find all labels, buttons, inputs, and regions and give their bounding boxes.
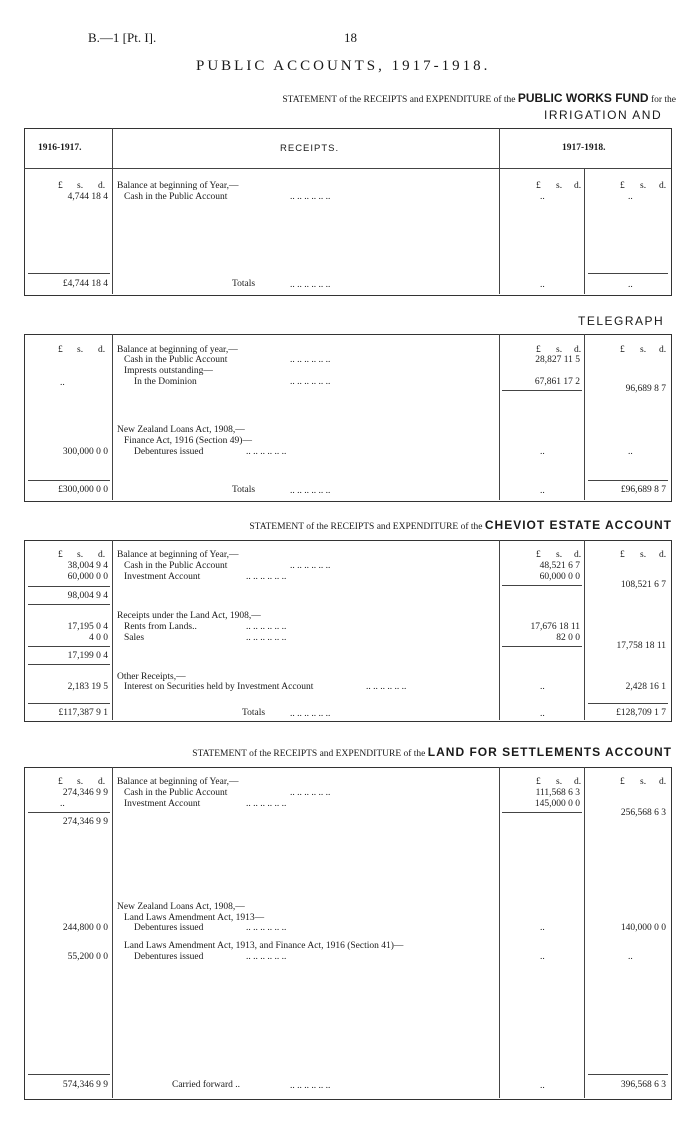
chv-interest-label: Interest on Securities held by Investment Account xyxy=(124,682,314,692)
lfs-invest-mid: 145,000 0 0 xyxy=(534,799,580,809)
chv-totals-mid: .. xyxy=(540,709,545,719)
chv-land-right: 17,758 18 11 xyxy=(616,641,666,651)
irr-dots: .. .. .. .. .. .. xyxy=(290,192,331,202)
lfs-loans-heading: New Zealand Loans Act, 1908,— xyxy=(117,902,245,912)
pwf-title: PUBLIC WORKS FUND xyxy=(517,91,649,105)
tel-debentures-mid: .. xyxy=(540,447,545,457)
pwf-statement-line xyxy=(0,91,676,105)
cheviot-title: CHEVIOT ESTATE ACCOUNT xyxy=(484,518,672,532)
irr-right-dots: .. xyxy=(628,192,633,202)
cur-s: s. xyxy=(640,181,647,191)
cur-s: s. xyxy=(556,181,563,191)
chv-interest-mid: .. xyxy=(540,682,545,692)
tel-bal-right: 96,689 8 7 xyxy=(625,384,666,394)
chv-totals-label: Totals xyxy=(242,708,266,718)
col-1916-1917: 1916-1917. xyxy=(38,143,82,153)
chv-dots: .. .. .. .. .. .. xyxy=(246,622,287,632)
lfs-table xyxy=(24,767,672,1100)
cur-s: s. xyxy=(640,777,647,787)
chv-land-heading: Receipts under the Land Act, 1908,— xyxy=(117,611,261,621)
chv-dots-short: .. .. .. .. .. .. xyxy=(366,682,407,692)
tel-bal-heading: Balance at beginning of year,— xyxy=(117,345,238,355)
chv-dots: .. .. .. .. .. .. xyxy=(290,709,331,719)
cur-d: d. xyxy=(98,345,106,355)
chv-totals-right: £128,709 1 7 xyxy=(616,708,666,718)
irr-bal-heading: Balance at beginning of Year,— xyxy=(117,181,239,191)
irr-cash-label: Cash in the Public Account xyxy=(124,192,228,202)
irr-dots: .. .. .. .. .. .. xyxy=(290,280,331,290)
statement-prefix: STATEMENT of the RECEIPTS and EXPENDITURE of the xyxy=(249,522,483,532)
tel-totals-right: £96,689 8 7 xyxy=(620,485,666,495)
irrigation-heading: IRRIGATION AND xyxy=(544,108,663,122)
cur-l: £ xyxy=(58,345,63,355)
chv-rents-left: 17,195 0 4 xyxy=(67,622,108,632)
cur-s: s. xyxy=(640,550,647,560)
cur-l: £ xyxy=(620,550,625,560)
tel-dots: .. .. .. .. .. .. xyxy=(290,355,331,365)
page-number: 18 xyxy=(344,30,357,45)
lfs-cf-left: 574,346 9 9 xyxy=(62,1080,108,1090)
lfs-dots: .. .. .. .. .. .. xyxy=(290,788,331,798)
cur-d: d. xyxy=(574,777,582,787)
irr-totals-right: .. xyxy=(628,280,633,290)
chv-cash-left: 38,004 9 4 xyxy=(67,561,108,571)
lfs-dots: .. .. .. .. .. .. xyxy=(290,1081,331,1091)
chv-invest-mid: 60,000 0 0 xyxy=(539,572,580,582)
chv-totals-left: £117,387 9 1 xyxy=(58,708,108,718)
cur-d: d. xyxy=(98,777,106,787)
cheviot-statement-line xyxy=(0,518,672,532)
cur-d: d. xyxy=(574,345,582,355)
chv-invest-label: Investment Account xyxy=(124,572,201,582)
lfs-cash-mid: 111,568 6 3 xyxy=(535,788,580,798)
tel-dominion-mid: 67,861 17 2 xyxy=(534,377,580,387)
chv-rents-label: Rents from Lands.. xyxy=(124,622,197,632)
chv-sales-mid: 82 0 0 xyxy=(556,633,580,643)
lfs-deb2-label: Debentures issued xyxy=(134,952,204,962)
page-title: PUBLIC ACCOUNTS, 1917-1918. xyxy=(196,58,491,74)
cur-d: d. xyxy=(574,550,582,560)
lfs-dots: .. .. .. .. .. .. xyxy=(246,799,287,809)
tel-imprests-label: Imprests outstanding— xyxy=(124,366,213,376)
chv-dots: .. .. .. .. .. .. xyxy=(246,633,287,643)
cur-d: d. xyxy=(659,181,667,191)
chv-bal-heading: Balance at beginning of Year,— xyxy=(117,550,239,560)
cur-s: s. xyxy=(556,345,563,355)
lfs-statement-line xyxy=(0,745,672,759)
lfs-deb1-label: Debentures issued xyxy=(134,923,204,933)
lfs-deb2-right: .. xyxy=(628,952,633,962)
lfs-llaa2-heading: Land Laws Amendment Act, 1913, and Finance Act, 1916 (Section 41)— xyxy=(124,941,404,951)
chv-interest-left: 2,183 19 5 xyxy=(67,682,108,692)
lfs-deb1-left: 244,800 0 0 xyxy=(62,923,108,933)
chv-rents-mid: 17,676 18 11 xyxy=(530,622,580,632)
cur-d: d. xyxy=(98,550,106,560)
chv-sales-left: 4 0 0 xyxy=(89,633,108,643)
col-1917-1918: 1917-1918. xyxy=(562,143,606,153)
chv-land-sub-left: 17,199 0 4 xyxy=(67,651,108,661)
tel-left-dots: .. xyxy=(60,378,65,388)
chv-bal-sub-left: 98,004 9 4 xyxy=(67,591,108,601)
cur-d: d. xyxy=(574,181,582,191)
tel-dominion-label: In the Dominion xyxy=(134,377,197,387)
chv-other-heading: Other Receipts,— xyxy=(117,672,186,682)
cur-l: £ xyxy=(620,181,625,191)
lfs-llaa-heading: Land Laws Amendment Act, 1913— xyxy=(124,913,265,923)
tel-dots: .. .. .. .. .. .. xyxy=(290,377,331,387)
cur-l: £ xyxy=(536,550,541,560)
irr-left-amount: 4,744 18 4 xyxy=(67,192,108,202)
irr-totals-mid: .. xyxy=(540,280,545,290)
lfs-bal-right: 256,568 6 3 xyxy=(620,808,666,818)
tel-cash-mid: 28,827 11 5 xyxy=(535,355,580,365)
tel-dots: .. .. .. .. .. .. xyxy=(290,486,331,496)
lfs-cf-label: Carried forward .. xyxy=(172,1080,241,1090)
chv-cash-mid: 48,521 6 7 xyxy=(539,561,580,571)
statement-prefix: STATEMENT of the RECEIPTS and EXPENDITURE of the xyxy=(192,749,426,759)
tel-totals-left: £300,000 0 0 xyxy=(58,485,108,495)
lfs-invest-left: .. xyxy=(60,799,65,809)
cur-s: s. xyxy=(640,345,647,355)
chv-invest-left: 60,000 0 0 xyxy=(67,572,108,582)
chv-dots: .. .. .. .. .. .. xyxy=(290,561,331,571)
tel-totals-label: Totals xyxy=(232,485,256,495)
chv-bal-right: 108,521 6 7 xyxy=(620,580,666,590)
tel-totals-mid: .. xyxy=(540,486,545,496)
cur-l: £ xyxy=(536,777,541,787)
cur-s: s. xyxy=(77,777,84,787)
lfs-cf-mid: .. xyxy=(540,1081,545,1091)
page-reference: B.—1 [Pt. I]. xyxy=(88,30,157,45)
irr-mid-dots: .. xyxy=(540,192,545,202)
lfs-cf-right: 396,568 6 3 xyxy=(620,1080,666,1090)
lfs-cash-label: Cash in the Public Account xyxy=(124,788,228,798)
chv-cash-label: Cash in the Public Account xyxy=(124,561,228,571)
cur-s: s. xyxy=(77,181,84,191)
lfs-deb1-right: 140,000 0 0 xyxy=(620,923,666,933)
lfs-deb2-left: 55,200 0 0 xyxy=(67,952,108,962)
tel-debentures-right: .. xyxy=(628,447,633,457)
tel-debentures-left: 300,000 0 0 xyxy=(62,447,108,457)
lfs-deb1-mid: .. xyxy=(540,923,545,933)
lfs-bal-sub-left: 274,346 9 9 xyxy=(62,817,108,827)
cur-l: £ xyxy=(620,777,625,787)
cur-s: s. xyxy=(77,345,84,355)
irr-totals-left: £4,744 18 4 xyxy=(62,279,108,289)
tel-dots: .. .. .. .. .. .. xyxy=(246,447,287,457)
lfs-dots: .. .. .. .. .. .. xyxy=(246,923,287,933)
tel-cash-label: Cash in the Public Account xyxy=(124,355,228,365)
irr-totals-label: Totals xyxy=(232,279,256,289)
telegraph-heading: TELEGRAPH xyxy=(578,314,665,328)
cur-l: £ xyxy=(58,777,63,787)
tel-debentures-label: Debentures issued xyxy=(134,447,204,457)
cur-l: £ xyxy=(536,345,541,355)
tel-loans-heading: New Zealand Loans Act, 1908,— xyxy=(117,425,245,435)
cur-l: £ xyxy=(58,181,63,191)
lfs-cash-left: 274,346 9 9 xyxy=(62,788,108,798)
cur-l: £ xyxy=(620,345,625,355)
chv-sales-label: Sales xyxy=(124,633,145,643)
lfs-bal-heading: Balance at beginning of Year,— xyxy=(117,777,239,787)
cur-s: s. xyxy=(556,550,563,560)
lfs-deb2-mid: .. xyxy=(540,952,545,962)
statement-suffix: for the xyxy=(650,95,676,105)
cur-d: d. xyxy=(98,181,106,191)
cur-d: d. xyxy=(659,550,667,560)
statement-prefix: STATEMENT of the RECEIPTS and EXPENDITURE of the xyxy=(282,95,516,105)
chv-interest-right: 2,428 16 1 xyxy=(625,682,666,692)
cur-d: d. xyxy=(659,345,667,355)
cur-l: £ xyxy=(536,181,541,191)
cur-s: s. xyxy=(556,777,563,787)
col-receipts: RECEIPTS. xyxy=(280,143,340,154)
cur-l: £ xyxy=(58,550,63,560)
cur-d: d. xyxy=(659,777,667,787)
lfs-dots: .. .. .. .. .. .. xyxy=(246,952,287,962)
chv-dots: .. .. .. .. .. .. xyxy=(246,572,287,582)
cur-s: s. xyxy=(77,550,84,560)
lfs-invest-label: Investment Account xyxy=(124,799,201,809)
tel-finance-label: Finance Act, 1916 (Section 49)— xyxy=(124,436,252,446)
lfs-title: LAND FOR SETTLEMENTS ACCOUNT xyxy=(427,745,672,759)
